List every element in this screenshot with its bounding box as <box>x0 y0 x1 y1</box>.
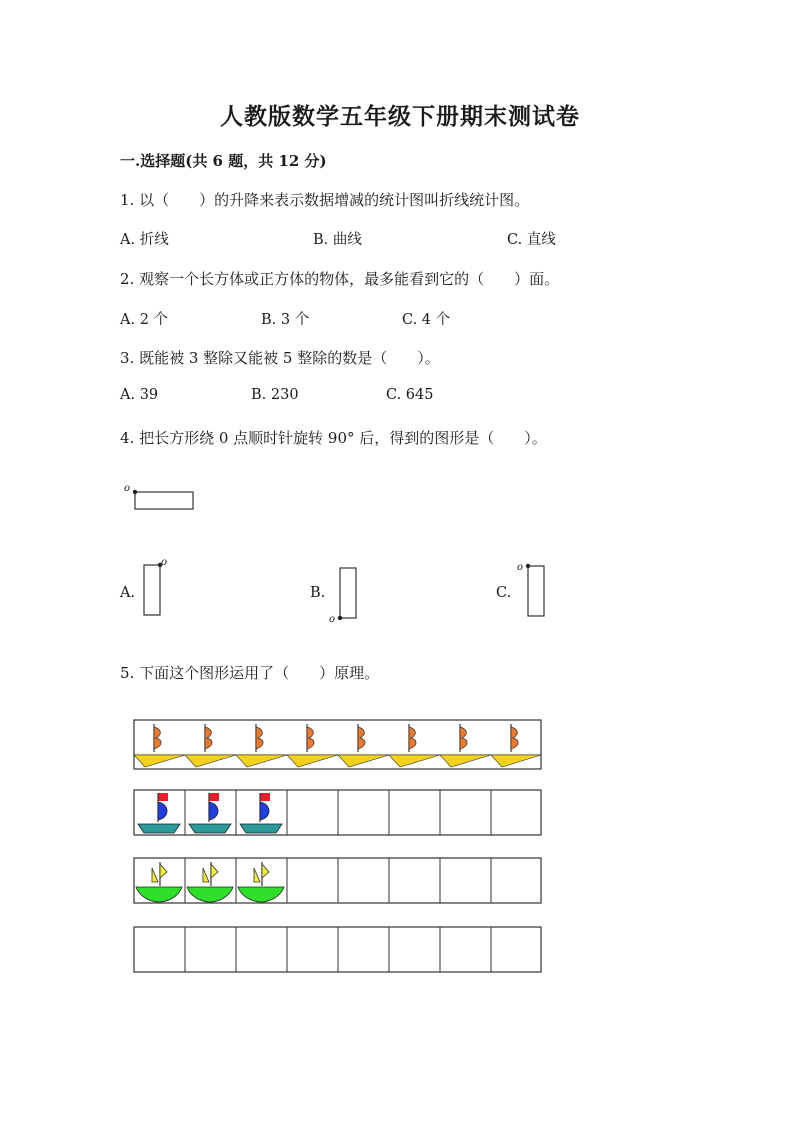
point-label: o <box>124 483 131 494</box>
pattern-row-1 <box>134 720 541 769</box>
pattern-row-2 <box>134 790 541 835</box>
question-5-stem: 5. 下面这个图形运用了（ ）原理。 <box>120 664 380 682</box>
question-2-option-c[interactable]: C. 4 个 <box>402 312 451 328</box>
question-2-stem: 2. 观察一个长方体或正方体的物体，最多能看到它的（ ）面。 <box>120 270 560 288</box>
pattern-row-4 <box>134 927 541 972</box>
green-sailboat <box>238 862 284 902</box>
question-2-option-a[interactable]: A. 2 个 <box>120 312 169 328</box>
flag-unit <box>287 724 338 767</box>
question-1-option-c[interactable]: C. 直线 <box>507 232 556 248</box>
rotation-point <box>133 490 137 494</box>
question-4-option-a[interactable]: A. <box>120 585 136 601</box>
question-2-option-b[interactable]: B. 3 个 <box>261 312 310 328</box>
question-1-option-a[interactable]: A. 折线 <box>120 232 169 248</box>
point-label: o <box>517 562 524 573</box>
section-heading: 一.选择题(共 6 题，共 12 分) <box>120 152 327 170</box>
flag-unit <box>236 724 287 767</box>
green-sailboat <box>187 862 233 902</box>
question-4-original-figure <box>120 478 210 518</box>
question-4-stem: 4. 把长方形绕 0 点顺时针旋转 90° 后，得到的图形是（ ）。 <box>120 429 547 447</box>
green-sailboat <box>136 862 182 902</box>
rotation-point <box>338 616 342 620</box>
question-3-option-b[interactable]: B. 230 <box>251 387 299 403</box>
flag-unit <box>389 724 440 767</box>
question-1-stem: 1. 以（ ）的升降来表示数据增减的统计图叫折线统计图。 <box>120 191 530 209</box>
page-title: 人教版数学五年级下册期末测试卷 <box>220 103 580 130</box>
flag-unit <box>134 724 185 767</box>
rotation-point <box>526 564 530 568</box>
question-5-pattern-figure <box>130 715 545 980</box>
point-label: o <box>329 614 336 625</box>
vertical-rectangle <box>528 566 544 616</box>
flag-unit <box>338 724 389 767</box>
point-label: o <box>161 557 168 568</box>
flag-unit <box>440 724 491 767</box>
vertical-rectangle <box>144 565 160 615</box>
question-3-stem: 3. 既能被 3 整除又能被 5 整除的数是（ ）。 <box>120 349 440 367</box>
question-3-option-a[interactable]: A. 39 <box>120 387 159 403</box>
question-4-option-b[interactable]: B. <box>310 585 326 601</box>
blue-sailboat <box>240 793 282 833</box>
blue-sailboat <box>138 793 180 833</box>
question-4-option-c[interactable]: C. <box>496 585 512 601</box>
horizontal-rectangle <box>135 492 193 509</box>
question-4-figure-c <box>515 558 555 623</box>
blue-sailboat <box>189 793 231 833</box>
flag-unit <box>491 724 541 767</box>
question-1-option-b[interactable]: B. 曲线 <box>313 232 362 248</box>
vertical-rectangle <box>340 568 356 618</box>
flag-unit <box>185 724 236 767</box>
question-4-figure-b <box>325 560 365 625</box>
pattern-row-3 <box>134 858 541 903</box>
question-4-figure-a <box>140 555 180 620</box>
question-3-option-c[interactable]: C. 645 <box>386 387 434 403</box>
